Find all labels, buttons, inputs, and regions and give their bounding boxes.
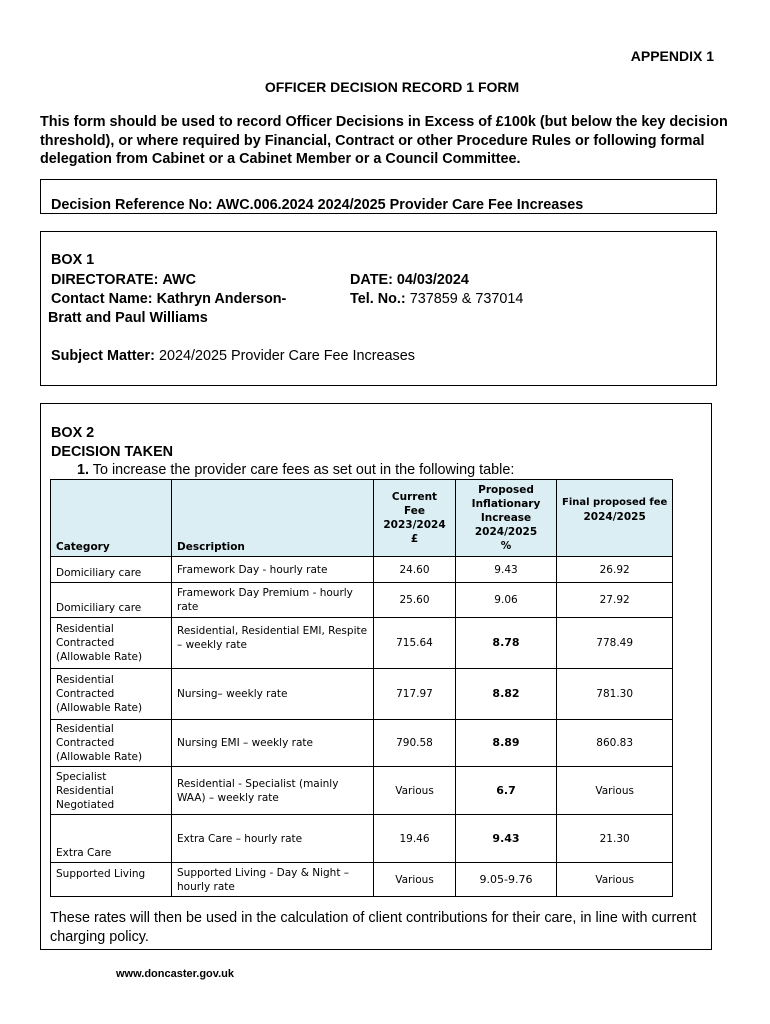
date-value: 04/03/2024 <box>396 272 469 288</box>
header-increase-line: Inflationary <box>471 498 541 510</box>
row-increase: 9.43 <box>456 557 557 583</box>
row-description: Nursing EMI – weekly rate <box>172 720 374 767</box>
row-final-fee: 860.83 <box>557 720 673 767</box>
row-increase: 9.43 <box>456 815 557 863</box>
row-increase: 8.78 <box>456 618 557 669</box>
subject-value: 2024/2025 Provider Care Fee Increases <box>158 348 415 364</box>
row-current-fee: 717.97 <box>374 669 456 720</box>
intro-paragraph: This form should be used to record Officer Decisions in Excess of £100k (but below the key decision threshold), or where required by Financial, Contract or other Procedure Rules or following formal delegation from Cabinet or a Cabinet Member or a Council Committee. <box>40 114 728 167</box>
row-current-fee: Various <box>374 863 456 897</box>
row-final-fee: 778.49 <box>557 618 673 669</box>
decision-heading: DECISION TAKEN <box>51 444 174 460</box>
appendix-label: APPENDIX 1 <box>630 48 714 64</box>
header-increase-line: 2024/2025 <box>474 526 538 538</box>
header-category: Category <box>51 480 172 557</box>
row-increase: 9.05-9.76 <box>456 863 557 897</box>
tel-label: Tel. No.: <box>350 291 406 307</box>
table-row <box>51 618 673 669</box>
decision-reference: Decision Reference No: AWC.006.2024 2024/2025 Provider Care Fee Increases <box>51 197 584 213</box>
row-category: Domiciliary care <box>51 583 172 618</box>
decision-reference-box <box>40 179 717 214</box>
table-row <box>51 557 673 583</box>
header-final-fee-line: Final proposed fee <box>562 497 668 508</box>
row-increase: 8.89 <box>456 720 557 767</box>
row-final-fee: 27.92 <box>557 583 673 618</box>
table-row <box>51 583 673 618</box>
row-final-fee: 781.30 <box>557 669 673 720</box>
row-description: Framework Day Premium - hourly rate <box>172 583 374 618</box>
row-final-fee: 21.30 <box>557 815 673 863</box>
row-category: Supported Living <box>51 863 172 897</box>
row-description: Residential, Residential EMI, Respite – weekly rate <box>172 618 374 669</box>
row-current-fee: 19.46 <box>374 815 456 863</box>
row-final-fee: Various <box>557 863 673 897</box>
header-current-fee-line: Current <box>391 491 438 503</box>
table-row <box>51 669 673 720</box>
row-final-fee: 26.92 <box>557 557 673 583</box>
header-current-fee-line: £ <box>410 533 419 545</box>
header-current-fee-line: Fee <box>404 505 425 517</box>
header-increase-line: Increase <box>480 512 532 524</box>
row-category: Specialist Residential Negotiated <box>51 767 172 815</box>
header-final-fee <box>557 480 673 557</box>
row-increase: 9.06 <box>456 583 557 618</box>
row-description: Residential - Specialist (mainly WAA) – weekly rate <box>172 767 374 815</box>
box1-title: BOX 1 <box>51 252 95 268</box>
form-title: OFFICER DECISION RECORD 1 FORM <box>264 79 520 95</box>
row-current-fee: Various <box>374 767 456 815</box>
box-2 <box>40 403 712 950</box>
row-description: Extra Care – hourly rate <box>172 815 374 863</box>
table-header-row <box>51 480 673 557</box>
row-category: Residential Contracted (Allowable Rate) <box>51 720 172 767</box>
header-final-fee-line: 2024/2025 <box>583 511 646 523</box>
box2-title: BOX 2 <box>51 425 95 441</box>
directorate-label: DIRECTORATE: <box>51 272 159 288</box>
row-category: Residential Contracted (Allowable Rate) <box>51 669 172 720</box>
row-current-fee: 790.58 <box>374 720 456 767</box>
contact-value-line2: Bratt and Paul Williams <box>48 310 208 326</box>
row-increase: 6.7 <box>456 767 557 815</box>
row-current-fee: 25.60 <box>374 583 456 618</box>
row-current-fee: 715.64 <box>374 618 456 669</box>
decision-item <box>77 462 514 478</box>
fee-table <box>50 479 673 897</box>
row-description: Supported Living - Day & Night – hourly rate <box>172 863 374 897</box>
table-row <box>51 815 673 863</box>
contact-value-line1: Kathryn Anderson- <box>156 291 287 307</box>
header-description: Description <box>172 480 374 557</box>
row-description: Nursing– weekly rate <box>172 669 374 720</box>
item-text: To increase the provider care fees as set out in the following table: <box>92 462 515 478</box>
directorate <box>51 272 196 288</box>
date-label: DATE: <box>350 272 393 288</box>
row-category: Residential Contracted (Allowable Rate) <box>51 618 172 669</box>
contact-label: Contact Name: <box>51 291 153 307</box>
telephone <box>350 291 523 307</box>
row-category: Domiciliary care <box>51 557 172 583</box>
date <box>350 272 469 288</box>
table-row <box>51 863 673 897</box>
website-url[interactable]: www.doncaster.gov.uk <box>116 968 234 980</box>
footnote: These rates will then be used in the calculation of client contributions for their care, in line with current charging policy. <box>50 910 697 945</box>
row-current-fee: 24.60 <box>374 557 456 583</box>
header-current-fee-line: 2023/2024 <box>383 519 446 531</box>
contact-name <box>51 291 286 307</box>
directorate-value: AWC <box>162 272 196 288</box>
row-category: Extra Care <box>51 815 172 863</box>
box-1 <box>40 231 717 386</box>
header-proposed-increase <box>456 480 557 557</box>
table-row <box>51 720 673 767</box>
header-increase-line: % <box>500 540 512 552</box>
row-increase: 8.82 <box>456 669 557 720</box>
header-current-fee <box>374 480 456 557</box>
header-increase-line: Proposed <box>478 484 534 496</box>
subject-label: Subject Matter: <box>51 348 155 364</box>
item-number: 1. <box>77 462 90 478</box>
row-description: Framework Day - hourly rate <box>172 557 374 583</box>
tel-value: 737859 & 737014 <box>409 291 524 307</box>
table-row <box>51 767 673 815</box>
subject-matter <box>51 348 415 364</box>
row-final-fee: Various <box>557 767 673 815</box>
